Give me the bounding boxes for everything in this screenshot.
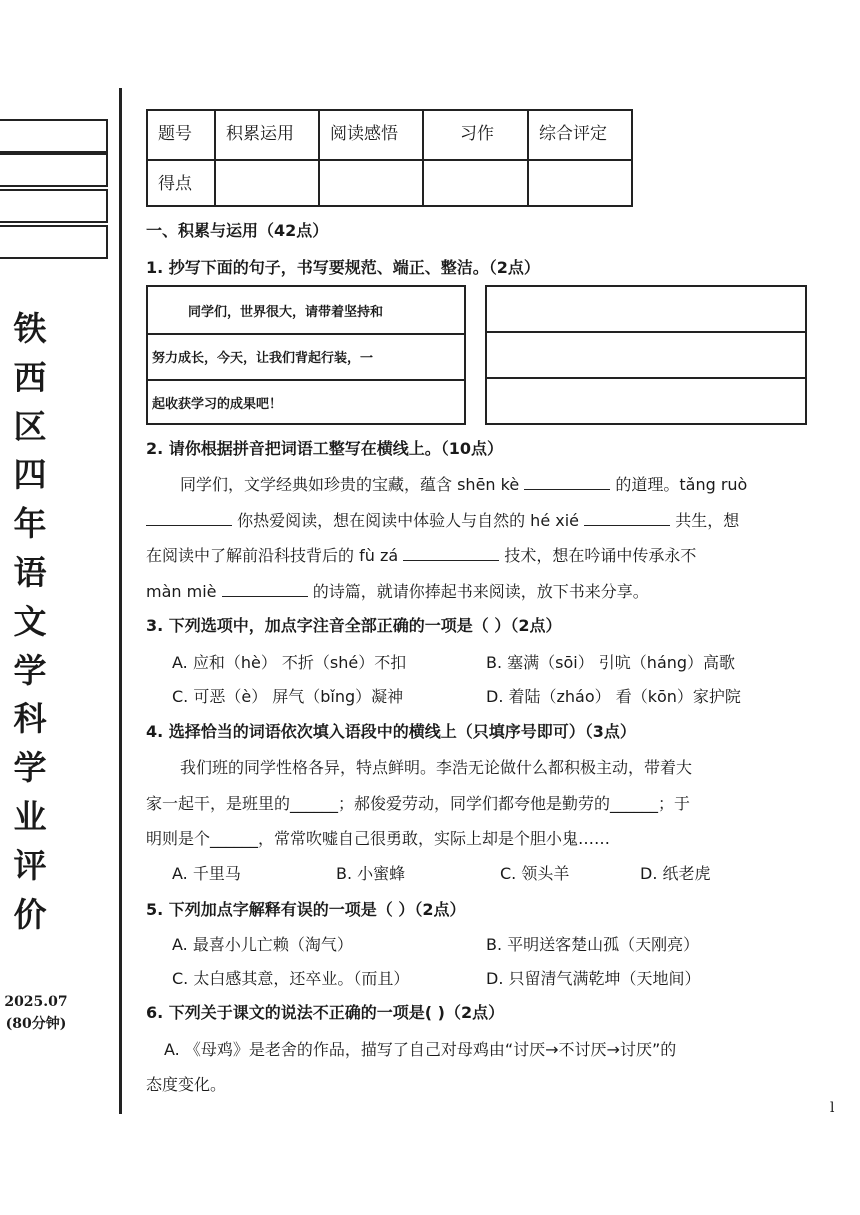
score-header-cell: 阅读感悟 (319, 110, 423, 160)
q4-option-a[interactable]: A. 千里马 (172, 864, 241, 883)
question-5-title: 5. 下列加点字解释有误的一项是（ ）（2点） (146, 900, 466, 919)
question-6-title: 6. 下列关于课文的说法不正确的一项是( )（2点） (146, 1003, 505, 1022)
q2-line-4 (146, 579, 649, 602)
title-char: 学 (13, 748, 47, 788)
q2-text: 同学们，文学经典如珍贵的宝藏，蕴含 shēn kè (180, 475, 520, 494)
answer-blank[interactable] (146, 511, 232, 526)
q5-option-d[interactable]: D. 只留清气满乾坤（天地间） (486, 969, 701, 988)
exam-date-block (0, 991, 72, 1035)
title-char: 业 (13, 796, 47, 836)
title-char: 文 (13, 601, 47, 641)
title-char: 评 (13, 845, 47, 885)
q2-text: 你热爱阅读，想在阅读中体验人与自然的 hé xié (237, 511, 580, 530)
title-char: 区 (13, 406, 47, 446)
q4-line-3: 明则是个______，常常吹嘘自己很勇敢，实际上却是个胆小鬼…… (146, 829, 611, 848)
q3-option-a[interactable]: A. 应和（hè） 不折（shé）不扣 (172, 653, 407, 672)
answer-blank[interactable] (403, 546, 499, 561)
title-char: 学 (13, 650, 47, 690)
info-box-4 (0, 225, 108, 259)
score-header-cell: 综合评定 (528, 110, 632, 160)
q2-line-2 (146, 508, 739, 531)
q2-text: 在阅读中了解前沿科技背后的 fù zá (146, 546, 399, 565)
q4-option-d[interactable]: D. 纸老虎 (640, 864, 711, 883)
answer-blank[interactable] (584, 511, 670, 526)
info-box-3 (0, 189, 108, 223)
title-char: 四 (13, 455, 47, 495)
answer-blank[interactable] (524, 475, 610, 490)
q4-option-c[interactable]: C. 领头羊 (500, 864, 570, 883)
title-char: 价 (13, 894, 47, 934)
info-box-1 (0, 119, 108, 153)
question-2-title: 2. 请你根据拼音把词语工整写在横线上。（10点） (146, 439, 504, 458)
question-3-title: 3. 下列选项中，加点字注音全部正确的一项是（ ）（2点） (146, 616, 562, 635)
answer-blank[interactable] (222, 582, 308, 597)
score-cell[interactable] (423, 160, 528, 206)
binding-line (119, 88, 122, 1114)
q4-line-2: 家一起干，是班里的______；郝俊爱劳动，同学们都夸他是勤劳的______；于 (146, 794, 691, 813)
q6-option-a-line-2: 态度变化。 (146, 1075, 227, 1094)
source-line-1: 同学们，世界很大，请带着坚持和 (148, 287, 464, 335)
score-cell[interactable] (319, 160, 423, 206)
q3-option-d[interactable]: D. 着陆（zháo） 看（kōn）家护院 (486, 687, 741, 706)
title-char: 西 (13, 357, 47, 397)
question-1-title: 1. 抄写下面的句子，书写要规范、端正、整洁。（2点） (146, 258, 540, 277)
title-char: 年 (13, 504, 47, 544)
info-box-2 (0, 153, 108, 187)
q2-line-3 (146, 543, 696, 566)
writing-line (487, 331, 805, 333)
q2-text: màn miè (146, 582, 217, 601)
q2-text: 共生，想 (675, 511, 740, 530)
q3-option-c[interactable]: C. 可恶（è） 屏气（bǐng）凝神 (172, 687, 404, 706)
score-table (146, 109, 633, 207)
q6-option-a-line-1[interactable]: A. 《母鸡》是老舍的作品，描写了自己对母鸡由“讨厌→不讨厌→讨厌”的 (164, 1040, 677, 1059)
score-row-label: 得点 (147, 160, 215, 206)
q5-option-c[interactable]: C. 太白感其意，还卒业。（而且） (172, 969, 410, 988)
q2-text: 的道理。tǎng ruò (615, 475, 748, 494)
title-char: 科 (13, 699, 47, 739)
writing-line (487, 377, 805, 379)
source-sentence-box (146, 285, 466, 425)
q4-line-1: 我们班的同学性格各异，特点鲜明。李浩无论做什么都积极主动，带着大 (180, 758, 693, 777)
q5-option-a[interactable]: A. 最喜小儿亡赖（淘气） (172, 935, 353, 954)
source-line-2: 努力成长，今天，让我们背起行装，一 (148, 333, 464, 381)
exam-duration: (80分钟) (5, 1016, 67, 1032)
title-char: 铁 (13, 309, 47, 348)
title-char: 语 (13, 552, 47, 592)
copy-writing-box[interactable] (485, 285, 807, 425)
score-cell[interactable] (215, 160, 319, 206)
question-4-title: 4. 选择恰当的词语依次填入语段中的横线上（只填序号即可）（3点） (146, 722, 636, 741)
q3-option-b[interactable]: B. 塞满（sōi） 引吭（háng）高歌 (486, 653, 736, 672)
score-header-cell: 题号 (147, 110, 215, 160)
section-title: 一、积累与运用（42点） (146, 221, 329, 240)
q2-line-1 (180, 472, 747, 495)
q2-text: 的诗篇，就请你捧起书来阅读，放下书来分享。 (312, 582, 649, 601)
score-header-cell: 积累运用 (215, 110, 319, 160)
exam-vertical-title (10, 305, 50, 939)
exam-date: 2025.07 (4, 994, 68, 1010)
source-line-3: 起收获学习的成果吧！ (152, 396, 283, 412)
q5-option-b[interactable]: B. 平明送客楚山孤（天刚亮） (486, 935, 700, 954)
score-header-cell: 习作 (423, 110, 528, 160)
page-mark: l (830, 1100, 835, 1116)
score-cell[interactable] (528, 160, 632, 206)
q2-text: 技术，想在吟诵中传承永不 (504, 546, 697, 565)
q4-option-b[interactable]: B. 小蜜蜂 (336, 864, 406, 883)
